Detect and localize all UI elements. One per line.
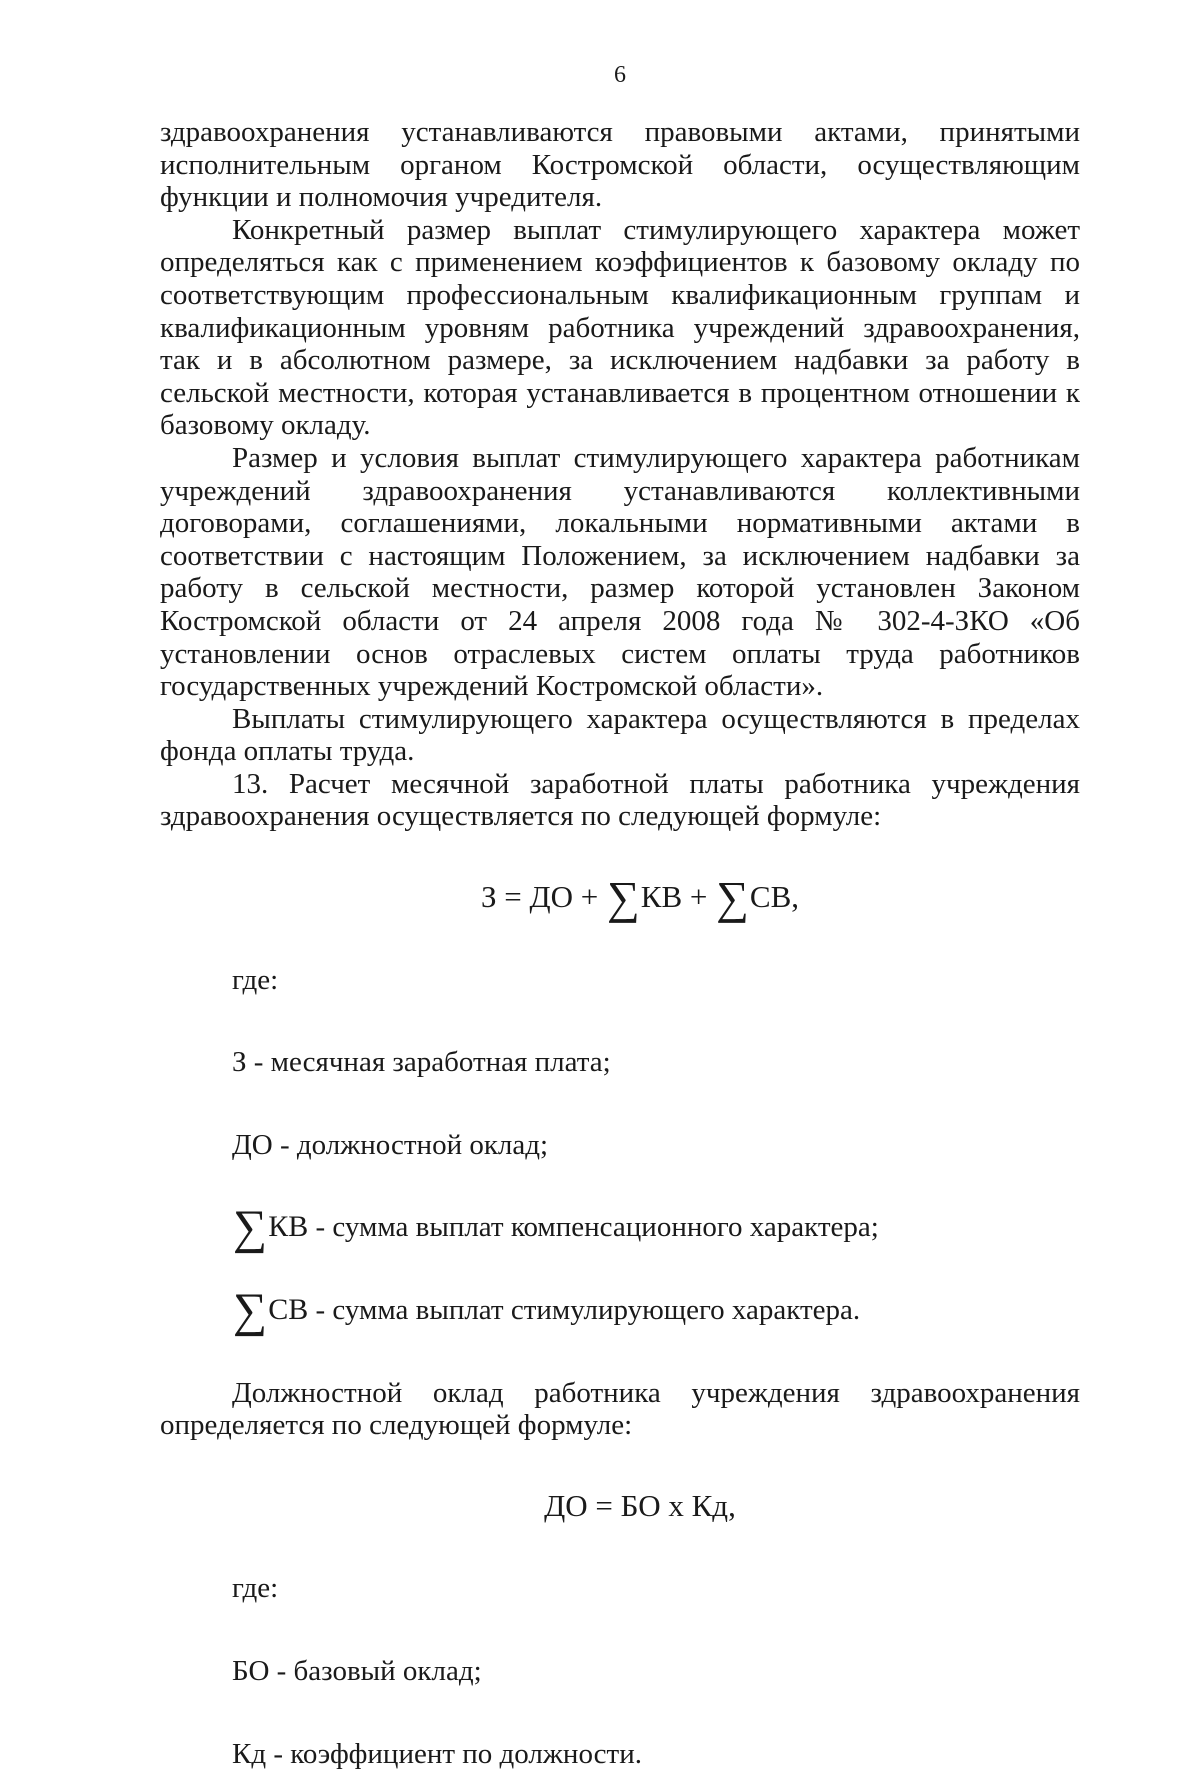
legend-text-sv: - сумма выплат стимулирующего характера. <box>308 1294 861 1327</box>
formula-term-kv: КВ + <box>640 879 708 915</box>
legend-term-sv: СВ <box>268 1293 309 1327</box>
sum-symbol-icon: ∑ <box>233 1284 268 1338</box>
paragraph-continuation: здравоохранения устанавливаются правовыми актами, принятыми исполнительным органом Костромской области, осуществляющим функции и полномочия учредителя. <box>160 116 1080 214</box>
sum-symbol-icon: ∑ <box>233 1201 268 1255</box>
paragraph-specific-amount: Конкретный размер выплат стимулирующего характера может определяться как с применением коэффициентов к базовому окладу по соответствующим профессиональным квалификационным группам и квалификационным уровням работника учреждений здравоохранения, так и в абсолютном размере, за исключением надбавки за работу в сельской местности, которая устанавливается в процентном отношении к базовому окладу. <box>160 213 1080 442</box>
legend-item-bo: БО - базовый оклад; <box>232 1655 482 1687</box>
legend-term-kv: КВ <box>268 1210 309 1244</box>
legend-item-kv <box>160 1201 1080 1255</box>
legend-item-sv <box>160 1284 1080 1338</box>
sum-symbol-icon: ∑ <box>606 872 640 924</box>
where-label: где: <box>232 963 279 996</box>
paragraph-section-13: 13. Расчет месячной заработной платы работника учреждения здравоохранения осуществляется по следующей формуле: <box>160 767 1080 833</box>
paragraph-conditions: Размер и условия выплат стимулирующего характера работникам учреждений здравоохранения устанавливаются коллективными договорами, соглашениями, локальными нормативными актами в соответствии с настоящим Положением, за исключением надбавки за работу в сельской местности, размер которой установлен Законом Костромской области от 24 апреля 2008 года № 302-4-ЗКО «Об установлении основ отраслевых систем оплаты труда работников государственных учреждений Костромской области». <box>160 441 1080 703</box>
where-label-2: где: <box>232 1572 279 1605</box>
paragraph-fund-limits: Выплаты стимулирующего характера осуществляются в пределах фонда оплаты труда. <box>160 702 1080 768</box>
salary-formula <box>160 872 1080 924</box>
legend-item-z: З - месячная заработная плата; <box>232 1046 611 1079</box>
page-number: 6 <box>614 62 626 88</box>
official-salary-formula: ДО = БО х Кд, <box>544 1487 736 1523</box>
sum-symbol-icon: ∑ <box>716 872 749 924</box>
legend-item-do: ДО - должностной оклад; <box>232 1128 549 1161</box>
paragraph-official-salary: Должностной оклад работника учреждения здравоохранения определяется по следующей формуле: <box>160 1376 1080 1442</box>
formula-lhs: З = ДО + <box>480 879 599 915</box>
legend-text-kv: - сумма выплат компенсационного характера; <box>308 1211 879 1244</box>
document-body <box>160 116 1080 1770</box>
legend-item-kd: Кд - коэффициент по должности. <box>232 1737 642 1770</box>
formula-term-sv: СВ, <box>749 879 800 915</box>
